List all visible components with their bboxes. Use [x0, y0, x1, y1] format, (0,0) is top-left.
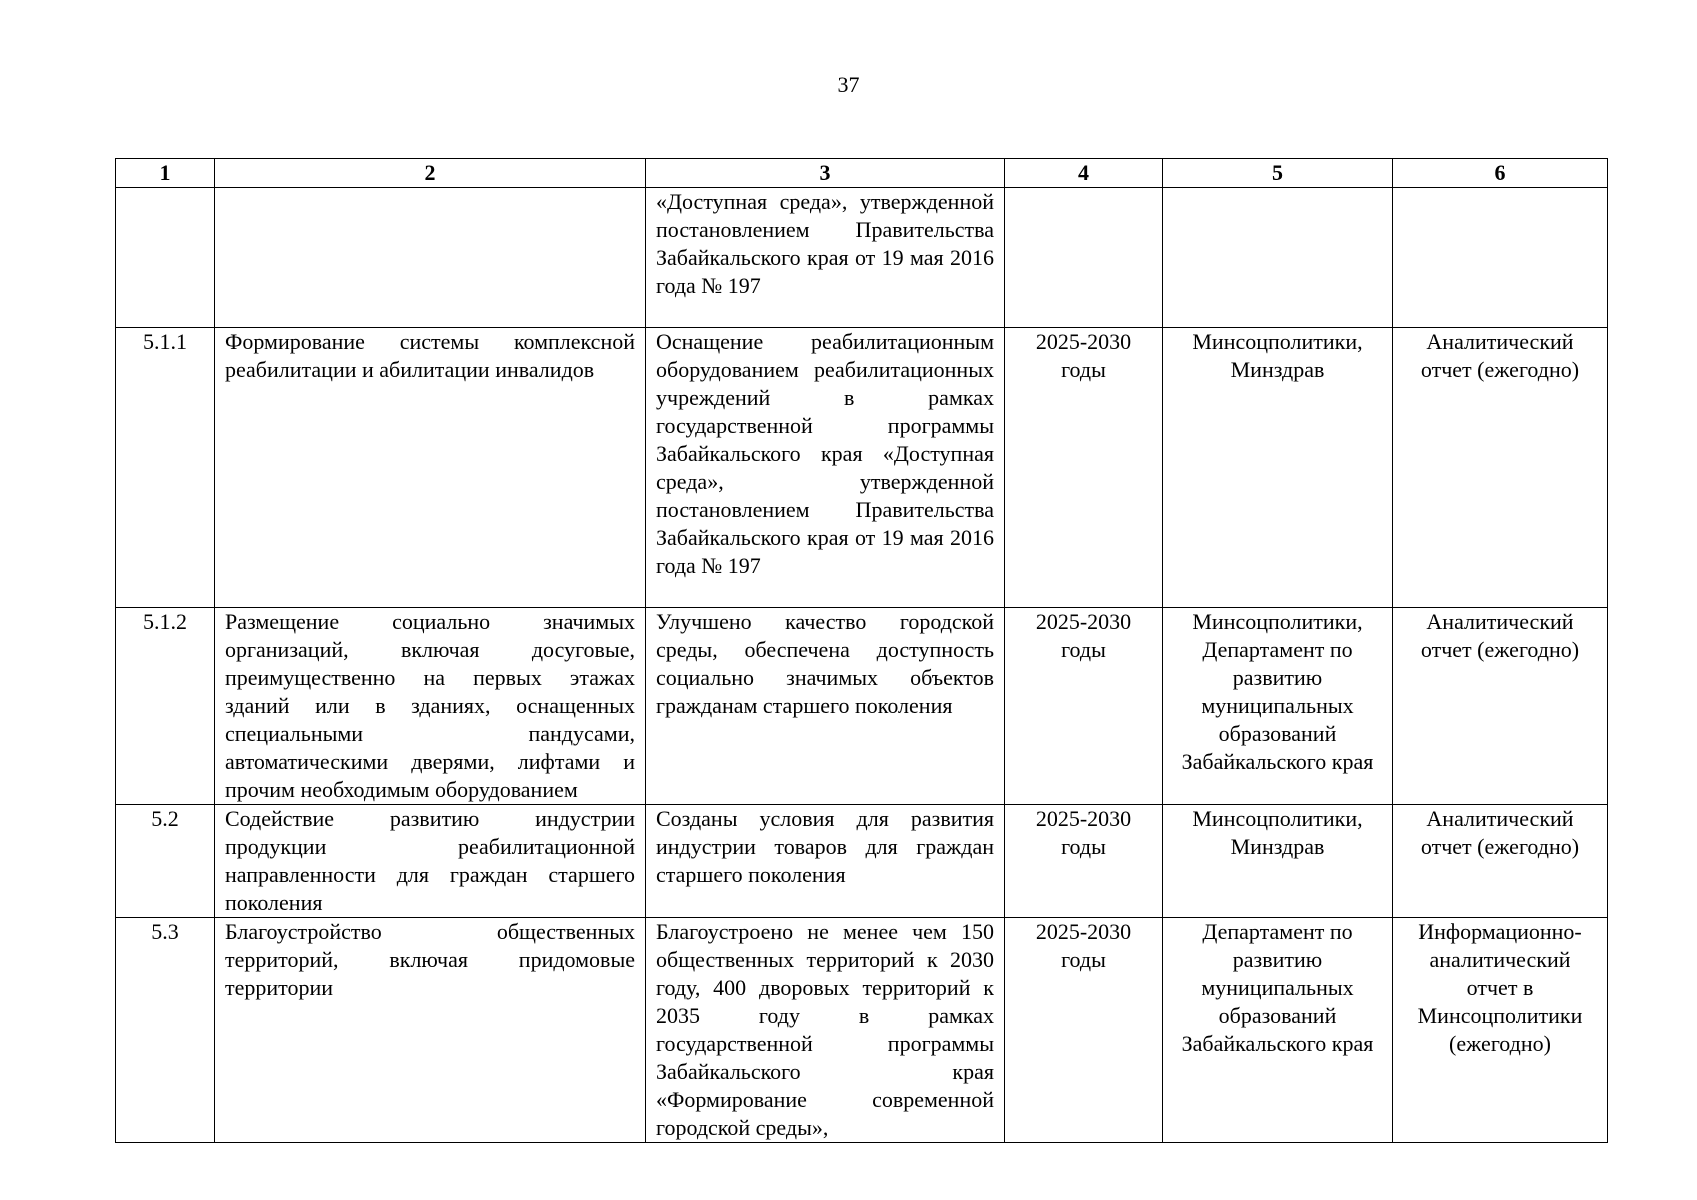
responsible-cell: Минсоцполитики, Департамент по развитию муниципальных образований Забайкальского края — [1163, 608, 1393, 805]
column-header: 4 — [1005, 159, 1163, 188]
result-cell: Благоустроено не менее чем 150 общественных территорий к 2030 году, 400 дворовых территорий к 2035 году в рамках государственной программы Забайкальского края «Формирование современной городской среды», — [646, 918, 1005, 1143]
period-cell: 2025-2030 годы — [1005, 918, 1163, 1143]
result-cell: Оснащение реабилитационным оборудованием реабилитационных учреждений в рамках государственной программы Забайкальского края «Доступная среда», утвержденной постановлением Правительства Забайкальского края от 19 мая 2016 года № 197 — [646, 328, 1005, 608]
column-header: 1 — [116, 159, 215, 188]
result-cell: Улучшено качество городской среды, обеспечена доступность социально значимых объектов гражданам старшего поколения — [646, 608, 1005, 805]
result-cell: «Доступная среда», утвержденной постановлением Правительства Забайкальского края от 19 мая 2016 года № 197 — [646, 188, 1005, 328]
column-header: 3 — [646, 159, 1005, 188]
responsible-cell: Минсоцполитики, Минздрав — [1163, 328, 1393, 608]
table-row — [116, 188, 1608, 328]
responsible-cell: Департамент по развитию муниципальных образований Забайкальского края — [1163, 918, 1393, 1143]
report-cell: Информационно-аналитический отчет в Минсоцполитики (ежегодно) — [1393, 918, 1608, 1143]
report-cell: Аналитический отчет (ежегодно) — [1393, 328, 1608, 608]
row-number: 5.1.2 — [116, 608, 215, 805]
table-row — [116, 918, 1608, 1143]
report-cell: Аналитический отчет (ежегодно) — [1393, 805, 1608, 918]
page-number: 37 — [837, 72, 860, 97]
row-number: 5.2 — [116, 805, 215, 918]
report-cell: Аналитический отчет (ежегодно) — [1393, 608, 1608, 805]
row-number — [116, 188, 215, 328]
responsible-cell: Минсоцполитики, Минздрав — [1163, 805, 1393, 918]
table-row — [116, 328, 1608, 608]
row-number: 5.1.1 — [116, 328, 215, 608]
activity-cell — [215, 188, 646, 328]
activity-cell: Благоустройство общественных территорий, включая придомовые территории — [215, 918, 646, 1143]
row-number: 5.3 — [116, 918, 215, 1143]
activity-cell: Размещение социально значимых организаций, включая досуговые, преимущественно на первых этажах зданий или в зданиях, оснащенных специальными пандусами, автоматическими дверями, лифтами и прочим необходимым оборудованием — [215, 608, 646, 805]
table-header-row — [116, 159, 1608, 188]
period-cell: 2025-2030 годы — [1005, 328, 1163, 608]
column-header: 2 — [215, 159, 646, 188]
table-row — [116, 608, 1608, 805]
column-header: 6 — [1393, 159, 1608, 188]
activity-cell: Формирование системы комплексной реабилитации и абилитации инвалидов — [215, 328, 646, 608]
period-cell: 2025-2030 годы — [1005, 608, 1163, 805]
activity-cell: Содействие развитию индустрии продукции реабилитационной направленности для граждан старшего поколения — [215, 805, 646, 918]
result-cell: Созданы условия для развития индустрии товаров для граждан старшего поколения — [646, 805, 1005, 918]
action-plan-table — [115, 158, 1608, 1143]
table-row — [116, 805, 1608, 918]
responsible-cell — [1163, 188, 1393, 328]
period-cell: 2025-2030 годы — [1005, 805, 1163, 918]
period-cell — [1005, 188, 1163, 328]
report-cell — [1393, 188, 1608, 328]
column-header: 5 — [1163, 159, 1393, 188]
